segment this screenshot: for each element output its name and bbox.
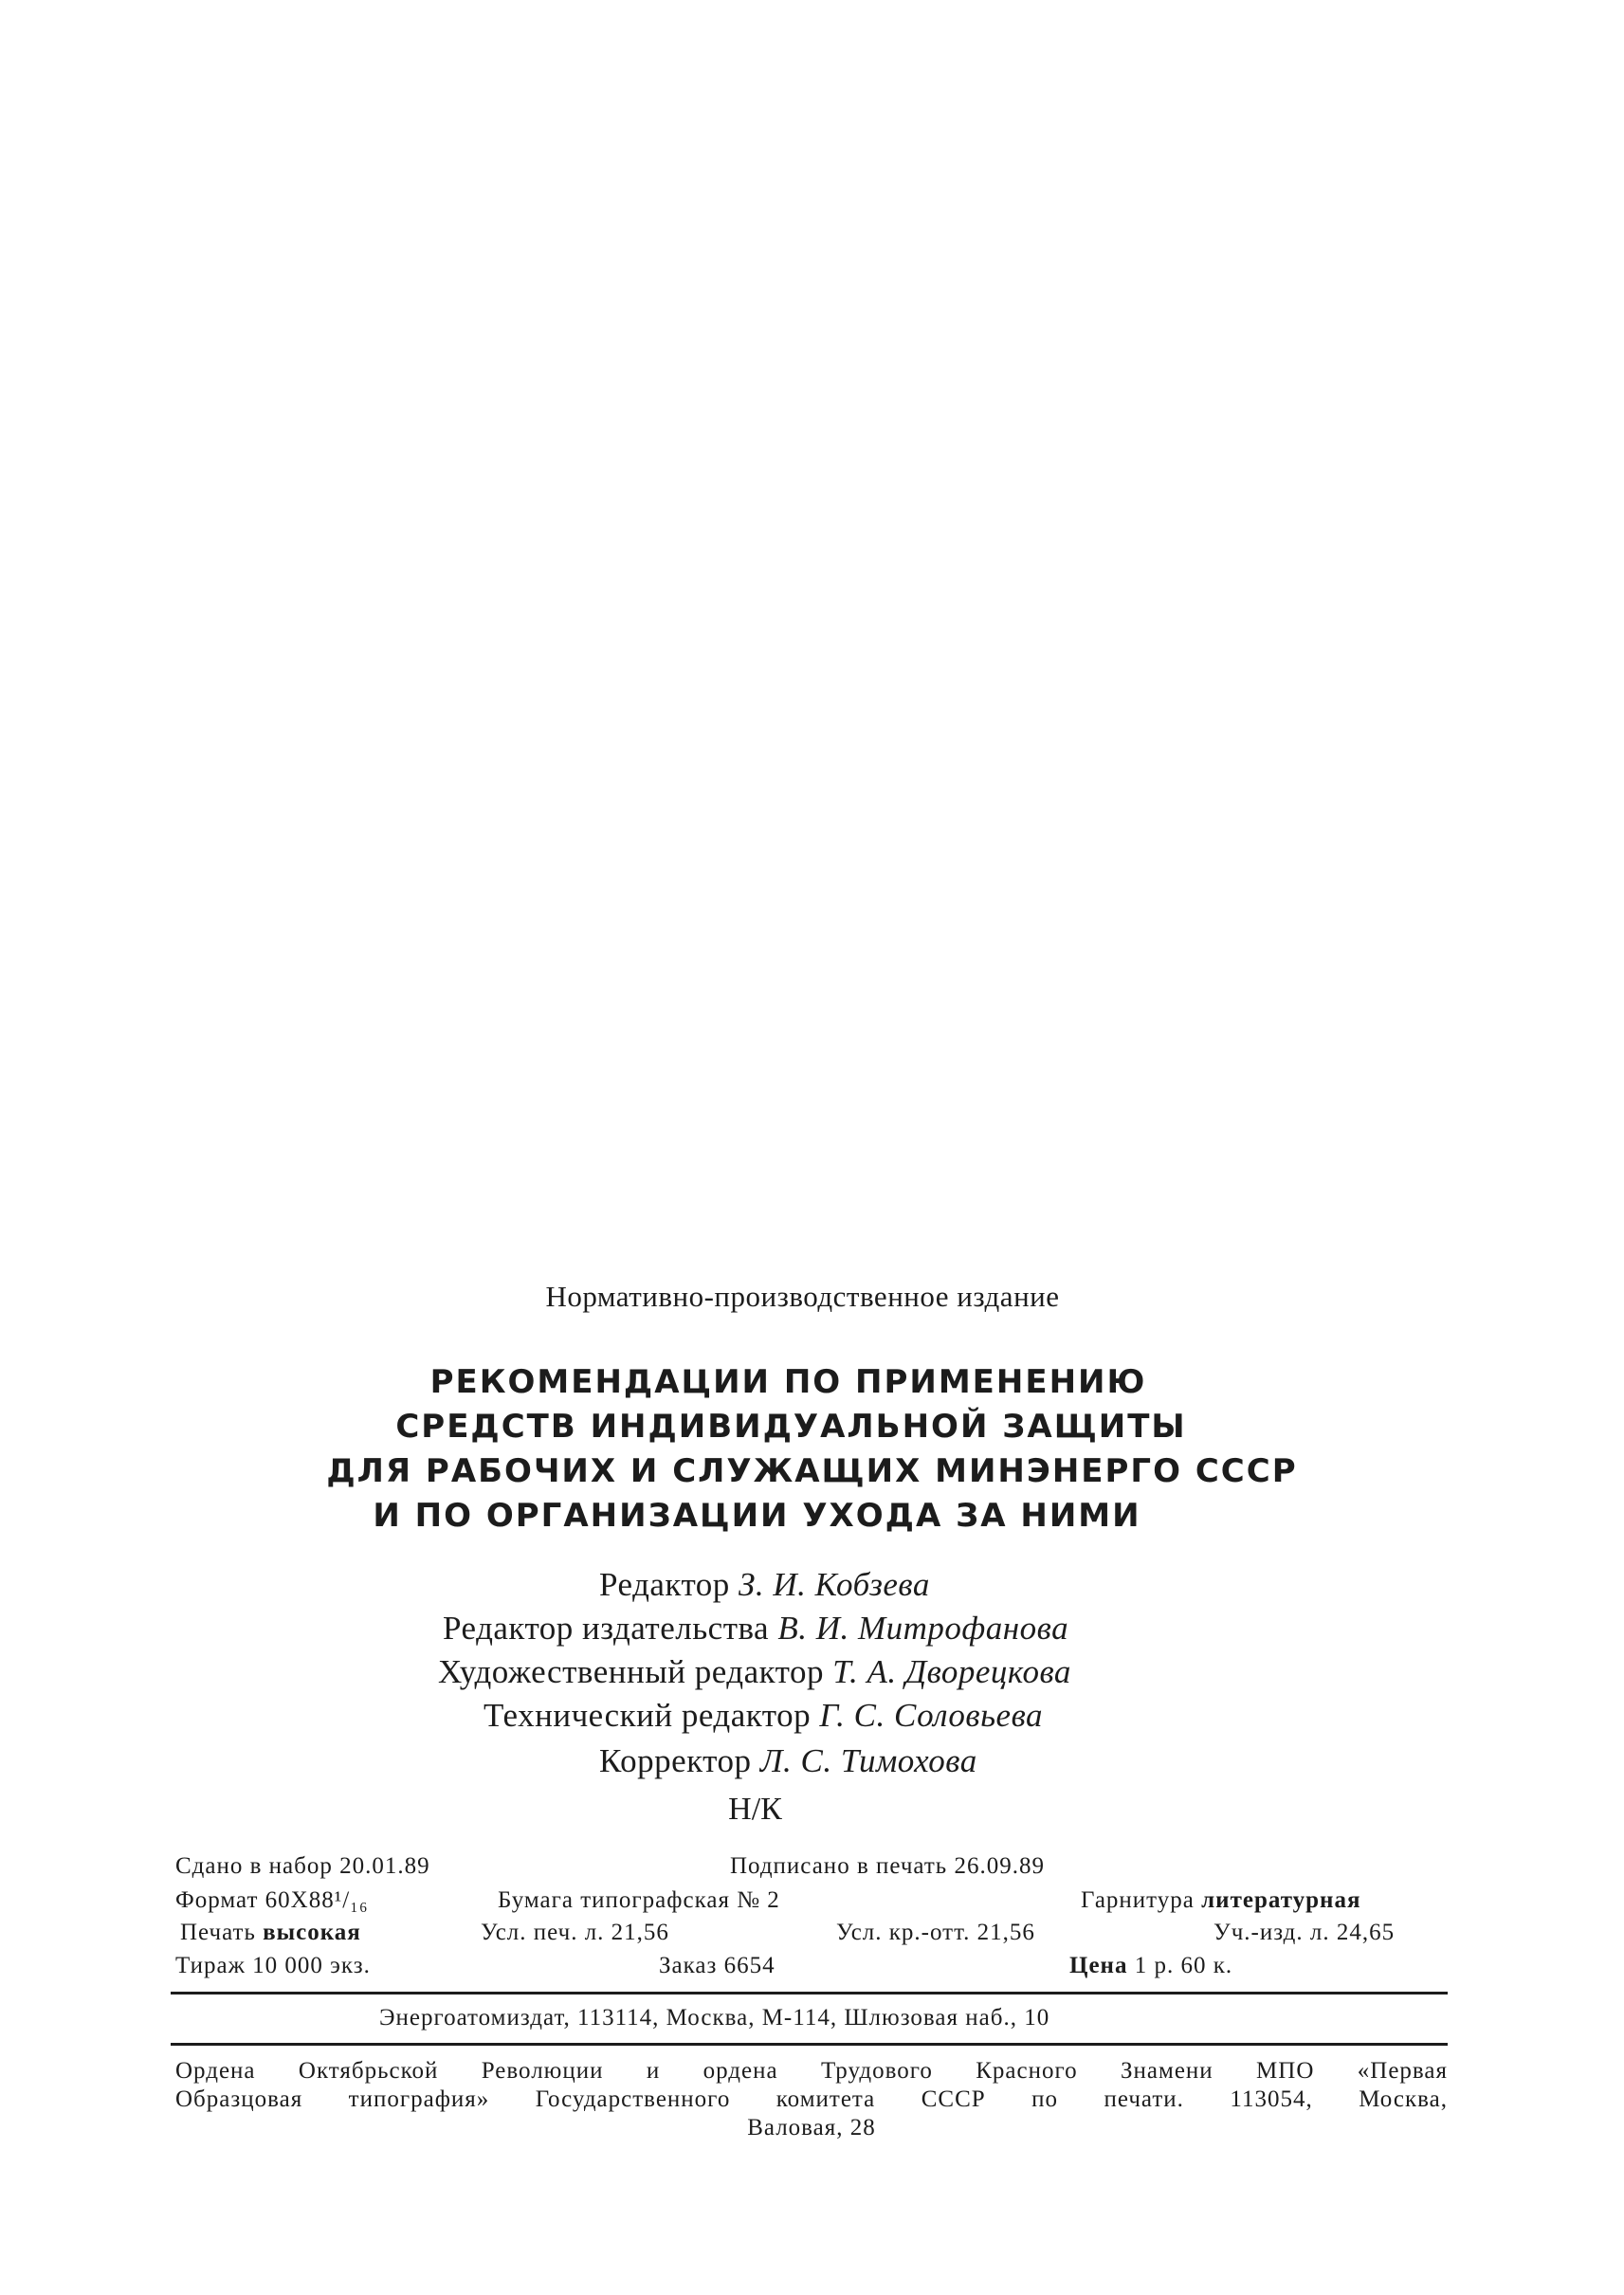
imprint-paper: Бумага типографская № 2 [498, 1887, 780, 1913]
imprint-signed-for-print: Подписано в печать 26.09.89 [730, 1853, 1045, 1879]
credit-editor [599, 1566, 930, 1604]
credit-role: Редактор издательства [443, 1610, 770, 1647]
printer-line-3: Валовая, 28 [747, 2115, 876, 2140]
title-line-3: ДЛЯ РАБОЧИХ И СЛУЖАЩИХ МИНЭНЕРГО СССР [326, 1452, 1298, 1490]
credit-role: Редактор [599, 1566, 730, 1603]
imprint-color-proofs: Усл. кр.-отт. 21,56 [836, 1920, 1035, 1945]
imprint-sent-to-typesetting: Сдано в набор 20.01.89 [175, 1853, 430, 1879]
credit-name: В. И. Митрофанова [777, 1610, 1069, 1647]
imprint-typeface [1081, 1887, 1361, 1914]
imprint-format: Формат 60Х88¹/₁₆ [175, 1887, 369, 1913]
title-line-1: РЕКОМЕНДАЦИИ ПО ПРИМЕНЕНИЮ [429, 1363, 1147, 1401]
imprint-print-label: Печать [180, 1920, 256, 1945]
divider-rule-top [171, 1992, 1448, 1994]
credit-publishing-editor [443, 1610, 1068, 1648]
hk-mark: Н/К [728, 1792, 782, 1827]
imprint-price [1069, 1953, 1232, 1979]
divider-rule-bottom [171, 2043, 1448, 2046]
credit-art-editor [438, 1653, 1071, 1691]
edition-type: Нормативно-производственное издание [545, 1280, 1060, 1313]
imprint-typeface-label: Гарнитура [1081, 1887, 1195, 1913]
imprint-publisher-sheets: Уч.-изд. л. 24,65 [1213, 1920, 1396, 1945]
credit-role: Художественный редактор [438, 1653, 824, 1690]
credit-technical-editor [484, 1697, 1043, 1735]
imprint-print-sheets: Усл. печ. л. 21,56 [481, 1920, 669, 1945]
credit-role: Технический редактор [484, 1697, 812, 1734]
imprint-typeface-value: литературная [1201, 1887, 1361, 1913]
printer-line-1: Ордена Октябрьской Революции и ордена Трудового Красного Знамени МПО «Первая [175, 2058, 1448, 2084]
publisher-address: Энергоатомиздат, 113114, Москва, М-114, Шлюзовая наб., 10 [379, 2005, 1050, 2031]
credit-name: Л. С. Тимохова [759, 1742, 977, 1779]
imprint-print-value: высокая [263, 1920, 361, 1945]
imprint-print-run: Тираж 10 000 экз. [175, 1953, 371, 1978]
imprint-order: Заказ 6654 [659, 1953, 776, 1978]
imprint-print [180, 1920, 361, 1946]
printer-info [175, 2057, 1448, 2142]
credit-name: Г. С. Соловьева [819, 1697, 1044, 1734]
printer-line-2: Образцовая типография» Государственного комитета СССР по печати. 113054, Москва, [175, 2086, 1448, 2112]
credit-proofreader [599, 1742, 977, 1780]
imprint-price-value: 1 р. 60 к. [1134, 1953, 1233, 1978]
title-line-2: СРЕДСТВ ИНДИВИДУАЛЬНОЙ ЗАЩИТЫ [395, 1408, 1187, 1446]
imprint-price-label: Цена [1069, 1953, 1128, 1978]
credit-name: Т. А. Дворецкова [832, 1653, 1071, 1690]
title-line-4: И ПО ОРГАНИЗАЦИИ УХОДА ЗА НИМИ [373, 1497, 1141, 1535]
credit-role: Корректор [599, 1742, 752, 1779]
credit-name: З. И. Кобзева [739, 1566, 930, 1603]
book-title [0, 1360, 1624, 1539]
